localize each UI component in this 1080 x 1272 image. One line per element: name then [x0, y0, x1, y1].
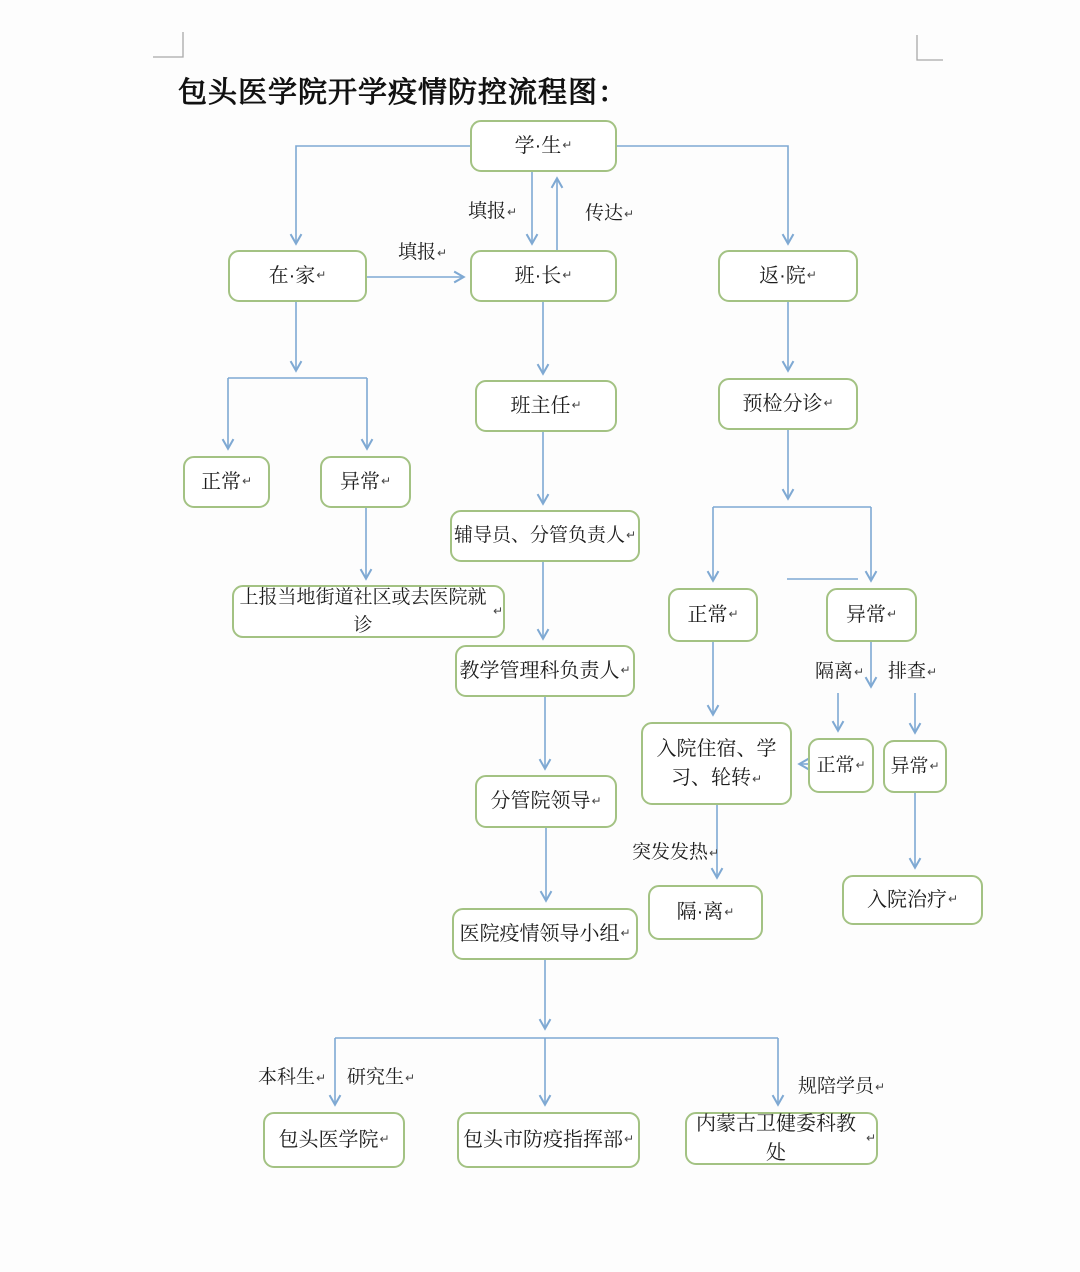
return-mark: ↵	[947, 892, 959, 907]
node-teaching-admin: 教学管理科负责人 ↵	[455, 645, 635, 697]
node-head-teacher: 班主任 ↵	[475, 380, 617, 432]
node-abnormal-check: 异常 ↵	[883, 740, 947, 793]
return-mark: ↵	[929, 758, 940, 773]
node-class-monitor: 班·长 ↵	[470, 250, 617, 302]
return-mark: ↵	[709, 846, 720, 860]
page-corner-marks	[153, 32, 943, 60]
node-baotou-medical: 包头医学院 ↵	[263, 1112, 405, 1168]
return-mark: ↵	[379, 1132, 390, 1147]
edge-label-fill-report-2: 填报↵	[398, 242, 448, 263]
edge-label-undergraduate: 本科生↵	[258, 1067, 327, 1088]
node-normal-check: 正常 ↵	[808, 738, 874, 793]
return-mark: ↵	[855, 757, 866, 772]
node-abnormal-home: 异常 ↵	[320, 456, 411, 508]
return-mark: ↵	[492, 603, 503, 618]
edge-label-quarantine: 隔离↵	[815, 661, 865, 682]
return-mark: ↵	[507, 205, 518, 219]
edge-label-postgraduate: 研究生↵	[347, 1067, 416, 1088]
return-mark: ↵	[624, 207, 635, 221]
node-normal-home: 正常 ↵	[183, 456, 270, 508]
return-mark: ↵	[405, 1071, 416, 1085]
node-isolation: 隔·离 ↵	[648, 885, 763, 940]
return-mark: ↵	[380, 474, 392, 489]
return-mark: ↵	[854, 665, 865, 679]
node-hospital-treatment: 入院治疗 ↵	[842, 875, 983, 925]
node-baotou-hq: 包头市防疫指挥部 ↵	[457, 1112, 640, 1168]
node-admission-study: 入院住宿、学习、轮转↵	[641, 722, 792, 805]
edge-label-sudden-fever: 突发发热↵	[632, 842, 720, 863]
edge-label-resident-trainee: 规陪学员↵	[798, 1076, 886, 1097]
page-title: 包头医学院开学疫情防控流程图：	[178, 77, 629, 109]
return-mark: ↵	[728, 607, 739, 622]
return-mark: ↵	[620, 663, 631, 678]
edge-label-fill-report-1: 填报↵	[468, 201, 518, 222]
node-return-college: 返·院 ↵	[718, 250, 858, 302]
return-mark: ↵	[620, 926, 631, 941]
return-mark: ↵	[623, 1132, 635, 1147]
node-counselor: 辅导员、分管负责人 ↵	[450, 510, 640, 562]
edge-label-convey: 传达↵	[585, 203, 635, 224]
return-mark: ↵	[724, 904, 735, 919]
return-mark: ↵	[241, 474, 253, 489]
node-report-community: 上报当地街道社区或去医院就诊 ↵	[232, 585, 505, 638]
return-mark: ↵	[571, 398, 582, 413]
node-pre-triage: 预检分诊 ↵	[718, 378, 858, 430]
node-at-home: 在·家 ↵	[228, 250, 367, 302]
node-abnormal-triage: 异常 ↵	[826, 588, 917, 642]
node-neimeng-health: 内蒙古卫健委科教处 ↵	[685, 1112, 878, 1165]
return-mark: ↵	[437, 246, 448, 260]
return-mark: ↵	[806, 268, 817, 283]
node-vice-leader: 分管院领导 ↵	[475, 775, 617, 828]
return-mark: ↵	[316, 1071, 327, 1085]
return-mark: ↵	[875, 1080, 886, 1094]
edge-label-screening: 排查↵	[888, 661, 938, 682]
return-mark: ↵	[591, 793, 602, 808]
return-mark: ↵	[886, 607, 898, 622]
return-mark: ↵	[927, 665, 938, 679]
return-mark: ↵	[562, 268, 573, 283]
node-epidemic-group: 医院疫情领导小组 ↵	[452, 908, 638, 960]
return-mark: ↵	[751, 771, 763, 786]
return-mark: ↵	[865, 1130, 876, 1145]
node-student: 学·生 ↵	[470, 120, 617, 172]
return-mark: ↵	[823, 396, 834, 411]
return-mark: ↵	[625, 528, 637, 543]
node-normal-triage: 正常 ↵	[668, 588, 758, 642]
return-mark: ↵	[562, 138, 573, 153]
return-mark: ↵	[316, 268, 327, 283]
